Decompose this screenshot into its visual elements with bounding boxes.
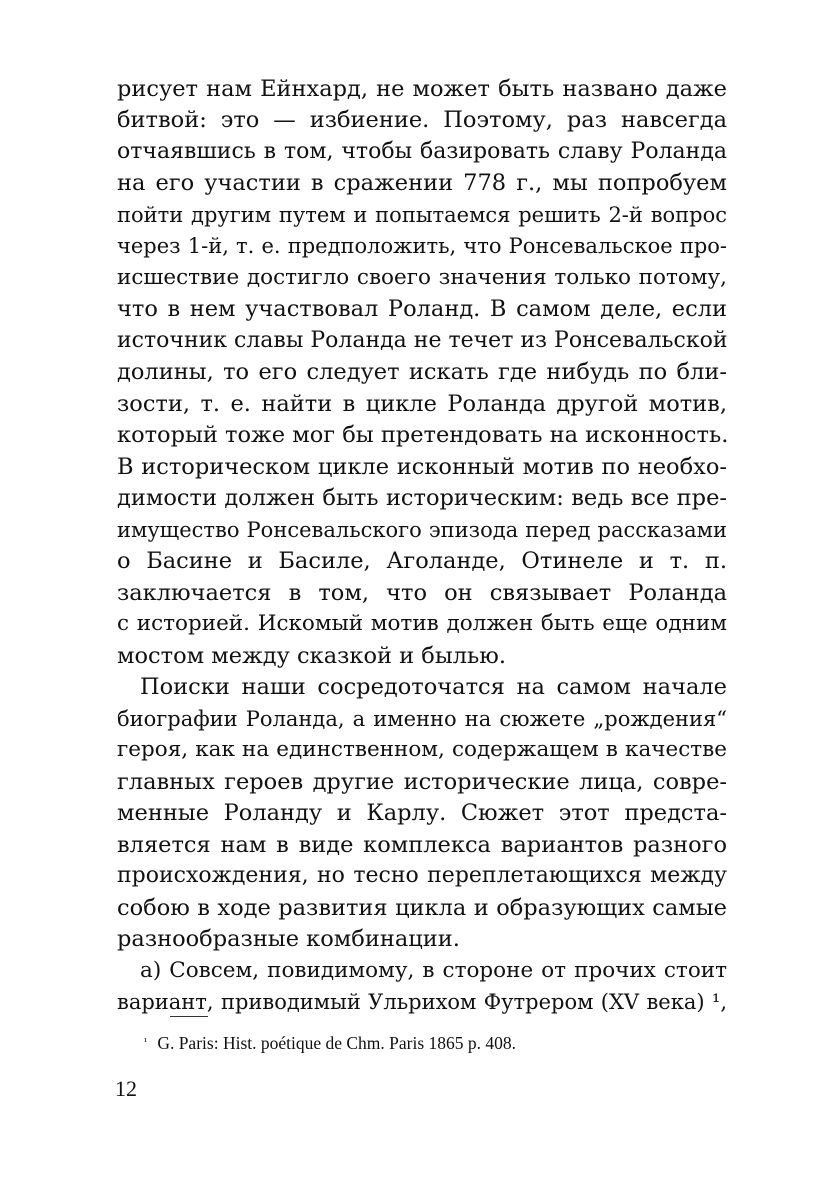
text-line: с историей. Искомый мотив должен быть еще одним — [117, 611, 727, 636]
text-line: вариант, приводимый Ульрихом Футрером (XV века) ¹, — [117, 990, 727, 1014]
text-line: героя, как на единственном, содержащем в качестве — [117, 737, 727, 762]
footnote — [144, 1030, 516, 1055]
text-line: вляется нам в виде комплекса вариантов разного — [117, 832, 727, 858]
text-line: заключается в том, что он связывает Роланда — [117, 580, 727, 606]
page-number: 12 — [115, 1076, 137, 1101]
footnote-rule — [170, 1016, 208, 1017]
text-line: битвой: это — избиение. Поэтому, раз навсегда — [117, 107, 727, 133]
text-line: пойти другим путем и попытаемся решить 2-й вопрос — [117, 203, 727, 227]
text-line: мостом между сказкой и былью. — [117, 643, 507, 669]
text-line: димости должен быть историческим: ведь все пре- — [117, 485, 727, 511]
text-line: на его участии в сражении 778 г., мы попробуем — [117, 170, 727, 196]
text-line: главных героев другие исторические лица, совре- — [117, 769, 727, 795]
footnote-text: G. Paris: Hist. poétique de Chm. Paris 1865 p. 408. — [157, 1033, 517, 1053]
text-line: собою в ходе развития цикла и образующих самые — [117, 895, 727, 921]
text-line: источник славы Роланда не течет из Ронсевальской — [117, 328, 728, 353]
text-line: биографии Роланда, а именно на сюжете „рождения“ — [117, 707, 727, 731]
paragraph-first-line: а) Совсем, повидимому, в стороне от прочих стоит — [140, 958, 727, 983]
text-line: происхождения, но тесно переплетающихся между — [117, 863, 727, 888]
text-line: исшествие достигло своего значения только потому, — [117, 265, 727, 290]
text-line: менные Роланду и Карлу. Сюжет этот предста- — [117, 800, 727, 826]
text-line: через 1-й, т. е. предположить, что Ронсевальское про- — [117, 234, 727, 258]
text-line: разнообразные комбинации. — [117, 926, 460, 952]
paragraph-first-line: Поиски наши сосредоточатся на самом начале — [140, 674, 727, 700]
text-line: рисует нам Ейнхард, не может быть названо даже — [117, 76, 727, 102]
footnote-marker: ¹ — [144, 1036, 148, 1048]
text-line: что в нем участвовал Роланд. В самом деле, если — [117, 296, 727, 322]
text-line: долины, то его следует искать где нибудь по бли- — [117, 359, 727, 385]
text-line: имущество Ронсевальского эпизода перед рассказами — [117, 518, 727, 542]
text-line: о Басине и Басиле, Аголанде, Отинеле и т. п. — [117, 548, 727, 574]
text-line: зости, т. е. найти в цикле Роланда другой мотив, — [117, 391, 727, 417]
text-line: который тоже мог бы претендовать на исконность. — [117, 422, 729, 448]
text-line: отчаявшись в том, чтобы базировать славу Роланда — [117, 139, 727, 164]
text-line: В историческом цикле исконный мотив по необхо- — [117, 454, 727, 480]
